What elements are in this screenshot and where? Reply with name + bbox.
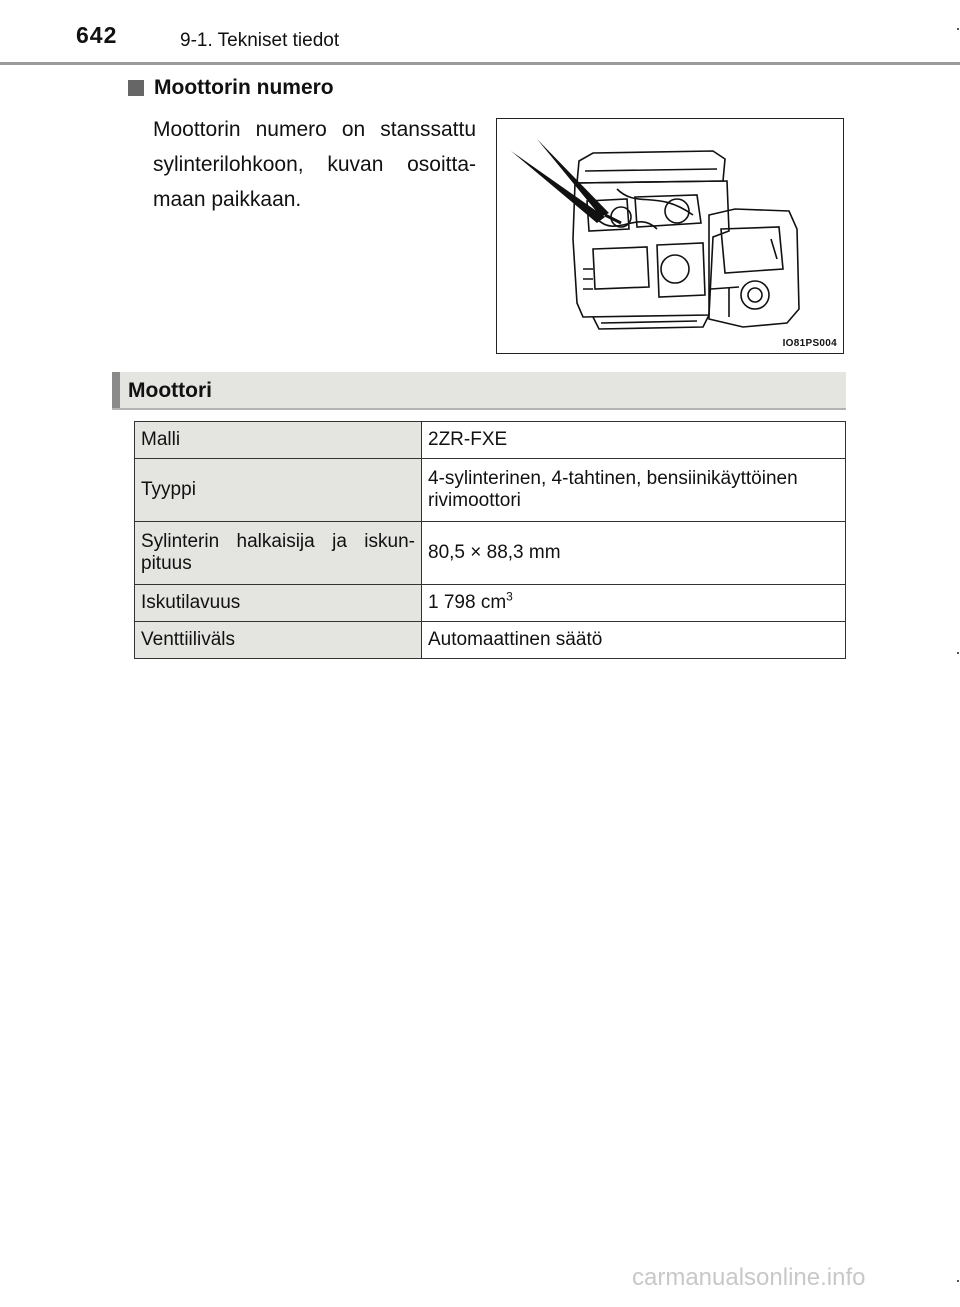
- section-heading-bar: [112, 372, 120, 408]
- page-number: 642: [76, 22, 118, 48]
- engine-drawing-icon: [497, 119, 842, 352]
- header-rule: [0, 62, 960, 65]
- section-heading-engine: [112, 372, 846, 410]
- spec-value: 80,5 × 88,3 mm: [422, 522, 846, 585]
- spec-key: Sylinterin halkaisija ja iskun-pituus: [135, 522, 422, 585]
- section-heading-text: Moottori: [128, 379, 212, 402]
- square-bullet-icon: [128, 80, 144, 96]
- table-row: [135, 422, 846, 459]
- spec-key: Venttiiliväls: [135, 622, 422, 659]
- spec-value: 1 798 cm: [428, 592, 507, 613]
- spec-value: 4-sylinterinen, 4-tahtinen, bensiinikäyttöinen rivimoottori: [422, 459, 846, 522]
- spec-value-cell: [422, 585, 846, 622]
- edge-tick: [957, 28, 959, 30]
- spec-value: 2ZR-FXE: [422, 422, 846, 459]
- table-row: [135, 522, 846, 585]
- engine-spec-table: [134, 421, 846, 659]
- section-reference: 9-1. Tekniset tiedot: [180, 30, 340, 51]
- figure-code: IO81PS004: [782, 338, 837, 349]
- table-row: [135, 585, 846, 622]
- spec-key: Malli: [135, 422, 422, 459]
- spec-key: Iskutilavuus: [135, 585, 422, 622]
- table-row: [135, 622, 846, 659]
- subsection-heading: [128, 76, 334, 100]
- watermark: carmanualsonline.info: [632, 1264, 866, 1291]
- spec-value-superscript: 3: [506, 589, 513, 604]
- table-row: [135, 459, 846, 522]
- engine-number-description: Moottorin numero on stanssattu sylinterilohkoon, kuvan osoitta-maan paikkaan.: [153, 118, 476, 211]
- subsection-heading-text: Moottorin numero: [154, 76, 334, 99]
- spec-value: Automaattinen säätö: [422, 622, 846, 659]
- engine-illustration: [496, 118, 844, 354]
- spec-key: Tyyppi: [135, 459, 422, 522]
- edge-tick: [957, 652, 959, 654]
- edge-tick: [957, 1280, 959, 1282]
